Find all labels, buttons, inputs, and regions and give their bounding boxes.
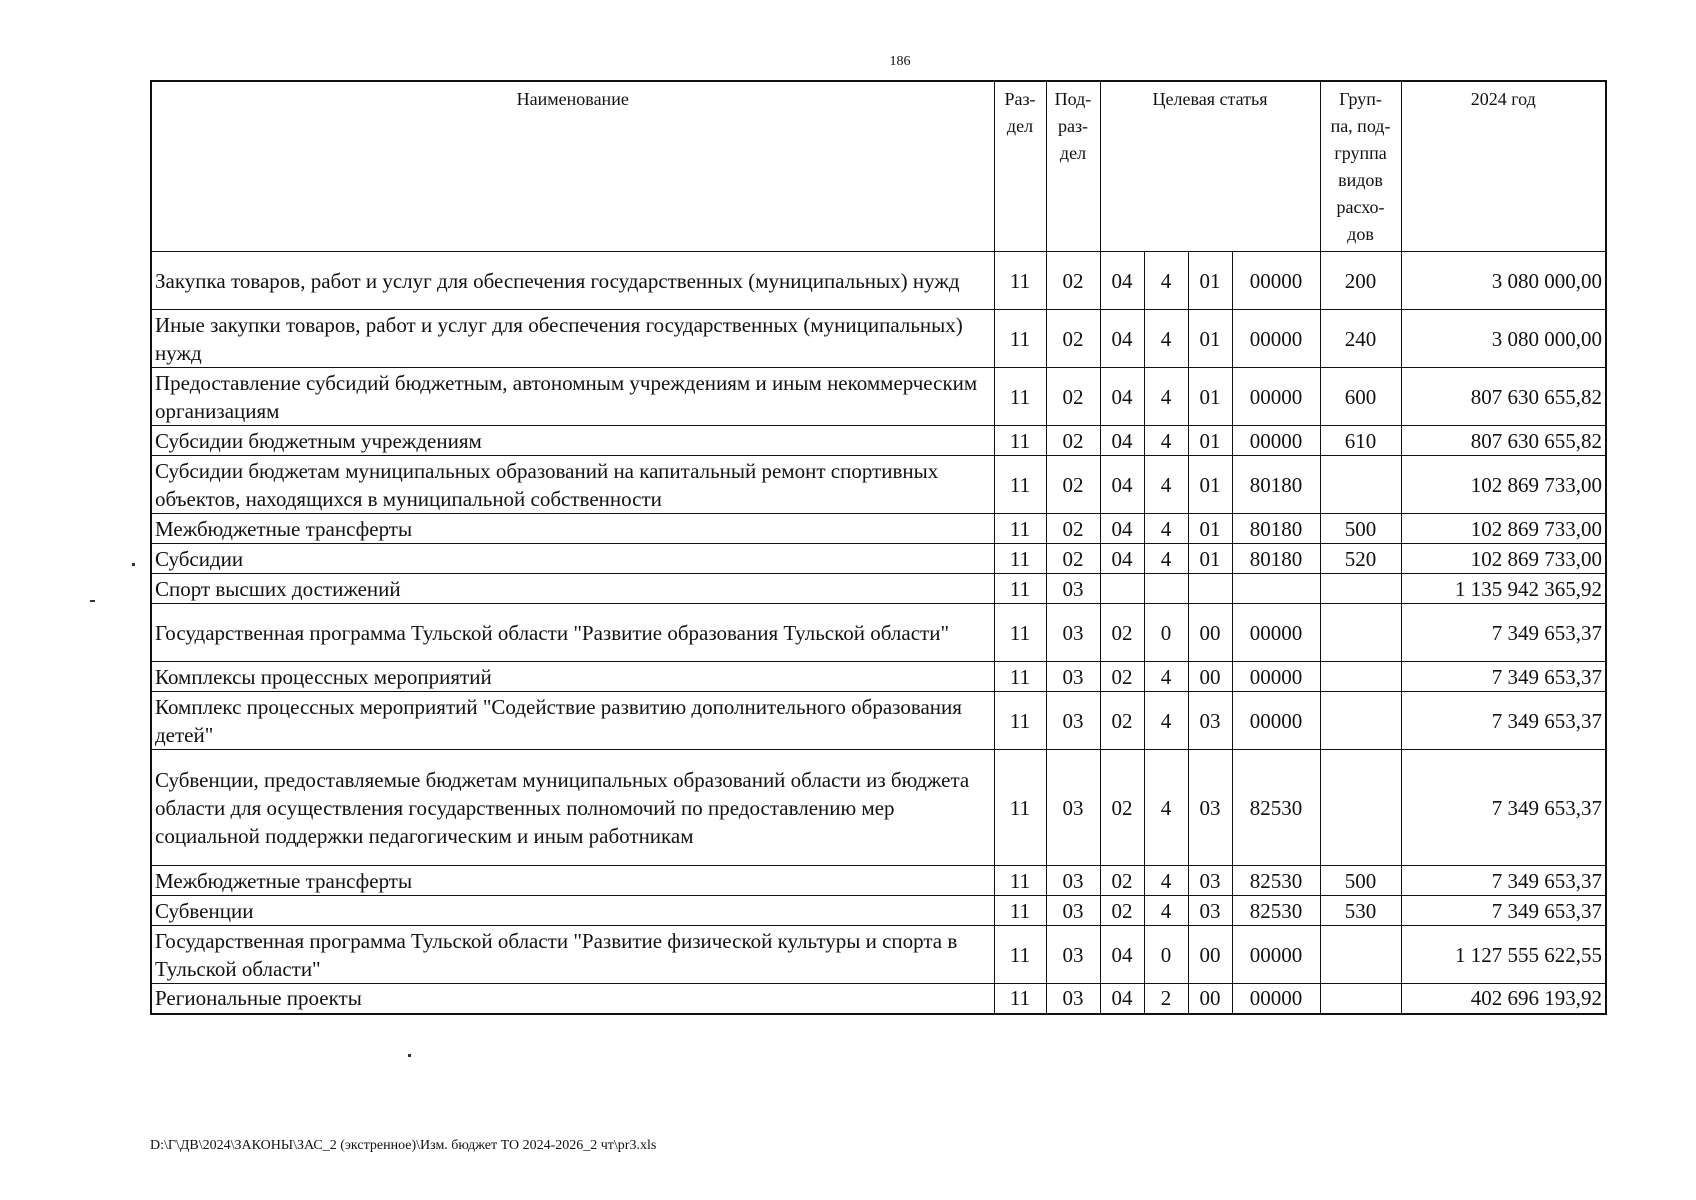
cell-name: Комплекс процессных мероприятий "Содействие развитию дополнительного образования детей" xyxy=(151,692,994,750)
cell-amount: 7 349 653,37 xyxy=(1401,662,1606,692)
cell-target-direction: 00000 xyxy=(1232,692,1320,750)
cell-target-subprogram: 03 xyxy=(1188,866,1232,896)
cell-amount: 807 630 655,82 xyxy=(1401,368,1606,426)
cell-razdel: 11 xyxy=(994,750,1046,866)
cell-razdel: 11 xyxy=(994,692,1046,750)
header-name: Наименование xyxy=(151,81,994,252)
cell-target-direction: 00000 xyxy=(1232,252,1320,310)
cell-target-type: 4 xyxy=(1144,310,1188,368)
cell-target-subprogram: 00 xyxy=(1188,926,1232,984)
header-target-article: Целевая статья xyxy=(1100,81,1320,252)
table-row xyxy=(151,750,1606,866)
table-row xyxy=(151,692,1606,750)
cell-name: Субсидии xyxy=(151,544,994,574)
cell-name: Региональные проекты xyxy=(151,984,994,1014)
cell-target-type: 4 xyxy=(1144,426,1188,456)
table-row xyxy=(151,368,1606,426)
table-row xyxy=(151,662,1606,692)
budget-table xyxy=(150,80,1607,1015)
cell-target-program: 02 xyxy=(1100,604,1144,662)
cell-target-direction: 82530 xyxy=(1232,750,1320,866)
cell-razdel: 11 xyxy=(994,574,1046,604)
cell-target-program: 04 xyxy=(1100,984,1144,1014)
cell-target-type: 0 xyxy=(1144,604,1188,662)
cell-amount: 7 349 653,37 xyxy=(1401,604,1606,662)
cell-name: Спорт высших достижений xyxy=(151,574,994,604)
header-year-2024: 2024 год xyxy=(1401,81,1606,252)
cell-expense-group xyxy=(1320,692,1401,750)
cell-name: Субвенции xyxy=(151,896,994,926)
cell-target-program: 02 xyxy=(1100,692,1144,750)
cell-target-subprogram: 01 xyxy=(1188,426,1232,456)
cell-razdel: 11 xyxy=(994,426,1046,456)
cell-expense-group: 500 xyxy=(1320,866,1401,896)
cell-amount: 3 080 000,00 xyxy=(1401,252,1606,310)
table-row xyxy=(151,456,1606,514)
cell-name: Закупка товаров, работ и услуг для обеспечения государственных (муниципальных) нужд xyxy=(151,252,994,310)
cell-podrazdel: 02 xyxy=(1046,310,1100,368)
cell-target-type: 4 xyxy=(1144,456,1188,514)
cell-target-type: 4 xyxy=(1144,252,1188,310)
table-row xyxy=(151,426,1606,456)
cell-amount: 1 135 942 365,92 xyxy=(1401,574,1606,604)
cell-expense-group: 520 xyxy=(1320,544,1401,574)
cell-name: Предоставление субсидий бюджетным, автономным учреждениям и иным некоммерческим организациям xyxy=(151,368,994,426)
cell-target-direction: 00000 xyxy=(1232,426,1320,456)
cell-target-program xyxy=(1100,574,1144,604)
cell-amount: 402 696 193,92 xyxy=(1401,984,1606,1014)
cell-amount: 1 127 555 622,55 xyxy=(1401,926,1606,984)
cell-target-direction: 00000 xyxy=(1232,604,1320,662)
cell-target-subprogram: 01 xyxy=(1188,368,1232,426)
cell-name: Субсидии бюджетам муниципальных образований на капитальный ремонт спортивных объектов, находящихся в муниципальной собственности xyxy=(151,456,994,514)
cell-expense-group xyxy=(1320,926,1401,984)
cell-target-direction: 00000 xyxy=(1232,662,1320,692)
cell-target-direction: 00000 xyxy=(1232,310,1320,368)
cell-target-direction: 00000 xyxy=(1232,984,1320,1014)
table-row xyxy=(151,514,1606,544)
cell-podrazdel: 02 xyxy=(1046,456,1100,514)
cell-razdel: 11 xyxy=(994,252,1046,310)
cell-razdel: 11 xyxy=(994,984,1046,1014)
cell-expense-group: 530 xyxy=(1320,896,1401,926)
cell-podrazdel: 03 xyxy=(1046,896,1100,926)
page-number: 186 xyxy=(889,54,911,69)
cell-podrazdel: 03 xyxy=(1046,692,1100,750)
cell-target-type: 4 xyxy=(1144,750,1188,866)
cell-podrazdel: 03 xyxy=(1046,866,1100,896)
cell-target-direction: 82530 xyxy=(1232,866,1320,896)
cell-podrazdel: 02 xyxy=(1046,426,1100,456)
cell-expense-group xyxy=(1320,984,1401,1014)
cell-amount: 7 349 653,37 xyxy=(1401,866,1606,896)
cell-expense-group: 200 xyxy=(1320,252,1401,310)
table-row xyxy=(151,544,1606,574)
cell-target-type xyxy=(1144,574,1188,604)
cell-target-direction: 00000 xyxy=(1232,926,1320,984)
cell-expense-group: 600 xyxy=(1320,368,1401,426)
cell-target-type: 4 xyxy=(1144,896,1188,926)
cell-razdel: 11 xyxy=(994,514,1046,544)
cell-target-program: 04 xyxy=(1100,252,1144,310)
cell-name: Межбюджетные трансферты xyxy=(151,866,994,896)
table-row xyxy=(151,604,1606,662)
cell-podrazdel: 02 xyxy=(1046,514,1100,544)
table-row xyxy=(151,310,1606,368)
cell-target-direction: 80180 xyxy=(1232,456,1320,514)
cell-target-type: 0 xyxy=(1144,926,1188,984)
cell-expense-group: 500 xyxy=(1320,514,1401,544)
cell-amount: 102 869 733,00 xyxy=(1401,544,1606,574)
cell-amount: 7 349 653,37 xyxy=(1401,896,1606,926)
cell-podrazdel: 02 xyxy=(1046,544,1100,574)
cell-target-subprogram xyxy=(1188,574,1232,604)
cell-amount: 102 869 733,00 xyxy=(1401,456,1606,514)
cell-target-program: 02 xyxy=(1100,750,1144,866)
cell-target-program: 04 xyxy=(1100,310,1144,368)
cell-podrazdel: 02 xyxy=(1046,368,1100,426)
cell-name: Государственная программа Тульской области "Развитие физической культуры и спорта в Тульской области" xyxy=(151,926,994,984)
cell-target-program: 02 xyxy=(1100,662,1144,692)
table-row xyxy=(151,252,1606,310)
cell-razdel: 11 xyxy=(994,896,1046,926)
cell-target-type: 4 xyxy=(1144,866,1188,896)
cell-razdel: 11 xyxy=(994,866,1046,896)
table-body xyxy=(151,252,1606,1014)
cell-razdel: 11 xyxy=(994,926,1046,984)
cell-podrazdel: 03 xyxy=(1046,662,1100,692)
cell-razdel: 11 xyxy=(994,456,1046,514)
cell-name: Государственная программа Тульской области "Развитие образования Тульской области" xyxy=(151,604,994,662)
cell-razdel: 11 xyxy=(994,662,1046,692)
cell-target-direction: 00000 xyxy=(1232,368,1320,426)
cell-name: Иные закупки товаров, работ и услуг для обеспечения государственных (муниципальных) нужд xyxy=(151,310,994,368)
table-header-row xyxy=(151,81,1606,252)
cell-target-type: 4 xyxy=(1144,368,1188,426)
cell-expense-group xyxy=(1320,604,1401,662)
header-razdel: Раз- дел xyxy=(994,81,1046,252)
cell-target-program: 02 xyxy=(1100,866,1144,896)
cell-name: Межбюджетные трансферты xyxy=(151,514,994,544)
cell-razdel: 11 xyxy=(994,604,1046,662)
table-row xyxy=(151,926,1606,984)
cell-target-subprogram: 00 xyxy=(1188,984,1232,1014)
cell-target-subprogram: 01 xyxy=(1188,310,1232,368)
table-row xyxy=(151,574,1606,604)
cell-target-program: 04 xyxy=(1100,514,1144,544)
scan-mark xyxy=(132,563,135,566)
cell-razdel: 11 xyxy=(994,544,1046,574)
cell-podrazdel: 03 xyxy=(1046,574,1100,604)
cell-amount: 7 349 653,37 xyxy=(1401,750,1606,866)
cell-amount: 3 080 000,00 xyxy=(1401,310,1606,368)
cell-expense-group: 610 xyxy=(1320,426,1401,456)
cell-expense-group: 240 xyxy=(1320,310,1401,368)
cell-target-direction: 82530 xyxy=(1232,896,1320,926)
cell-target-direction: 80180 xyxy=(1232,514,1320,544)
header-expense-group: Груп- па, под- группа видов расхо- дов xyxy=(1320,81,1401,252)
cell-expense-group xyxy=(1320,662,1401,692)
header-podrazdel: Под- раз- дел xyxy=(1046,81,1100,252)
cell-target-subprogram: 01 xyxy=(1188,456,1232,514)
cell-name: Субвенции, предоставляемые бюджетам муниципальных образований области из бюджета области для осуществления государственных полномочий по предоставлению мер социальной поддержки педагогическим и иным работникам xyxy=(151,750,994,866)
cell-target-subprogram: 00 xyxy=(1188,662,1232,692)
cell-target-subprogram: 01 xyxy=(1188,544,1232,574)
cell-target-program: 04 xyxy=(1100,544,1144,574)
cell-amount: 807 630 655,82 xyxy=(1401,426,1606,456)
cell-target-program: 04 xyxy=(1100,456,1144,514)
cell-razdel: 11 xyxy=(994,310,1046,368)
cell-target-subprogram: 01 xyxy=(1188,514,1232,544)
cell-podrazdel: 03 xyxy=(1046,604,1100,662)
footer-file-path: D:\Г\ДВ\2024\ЗАКОНЫ\ЗАС_2 (экстренное)\Изм. бюджет ТО 2024-2026_2 чт\pr3.xls xyxy=(150,1138,657,1153)
cell-target-program: 04 xyxy=(1100,368,1144,426)
cell-target-program: 02 xyxy=(1100,896,1144,926)
cell-razdel: 11 xyxy=(994,368,1046,426)
cell-target-program: 04 xyxy=(1100,926,1144,984)
table-row xyxy=(151,896,1606,926)
cell-amount: 102 869 733,00 xyxy=(1401,514,1606,544)
cell-target-type: 2 xyxy=(1144,984,1188,1014)
cell-expense-group xyxy=(1320,456,1401,514)
cell-target-subprogram: 03 xyxy=(1188,750,1232,866)
cell-target-program: 04 xyxy=(1100,426,1144,456)
cell-podrazdel: 03 xyxy=(1046,926,1100,984)
cell-target-type: 4 xyxy=(1144,544,1188,574)
scan-mark xyxy=(408,1054,411,1057)
cell-target-direction xyxy=(1232,574,1320,604)
cell-target-subprogram: 01 xyxy=(1188,252,1232,310)
scan-mark xyxy=(90,600,95,602)
cell-target-subprogram: 03 xyxy=(1188,896,1232,926)
cell-target-type: 4 xyxy=(1144,514,1188,544)
table-row xyxy=(151,866,1606,896)
cell-expense-group xyxy=(1320,574,1401,604)
cell-expense-group xyxy=(1320,750,1401,866)
cell-podrazdel: 03 xyxy=(1046,984,1100,1014)
cell-target-direction: 80180 xyxy=(1232,544,1320,574)
cell-name: Субсидии бюджетным учреждениям xyxy=(151,426,994,456)
cell-target-subprogram: 03 xyxy=(1188,692,1232,750)
cell-target-type: 4 xyxy=(1144,662,1188,692)
cell-amount: 7 349 653,37 xyxy=(1401,692,1606,750)
cell-target-type: 4 xyxy=(1144,692,1188,750)
cell-podrazdel: 02 xyxy=(1046,252,1100,310)
cell-name: Комплексы процессных мероприятий xyxy=(151,662,994,692)
table-row xyxy=(151,984,1606,1014)
cell-target-subprogram: 00 xyxy=(1188,604,1232,662)
cell-podrazdel: 03 xyxy=(1046,750,1100,866)
